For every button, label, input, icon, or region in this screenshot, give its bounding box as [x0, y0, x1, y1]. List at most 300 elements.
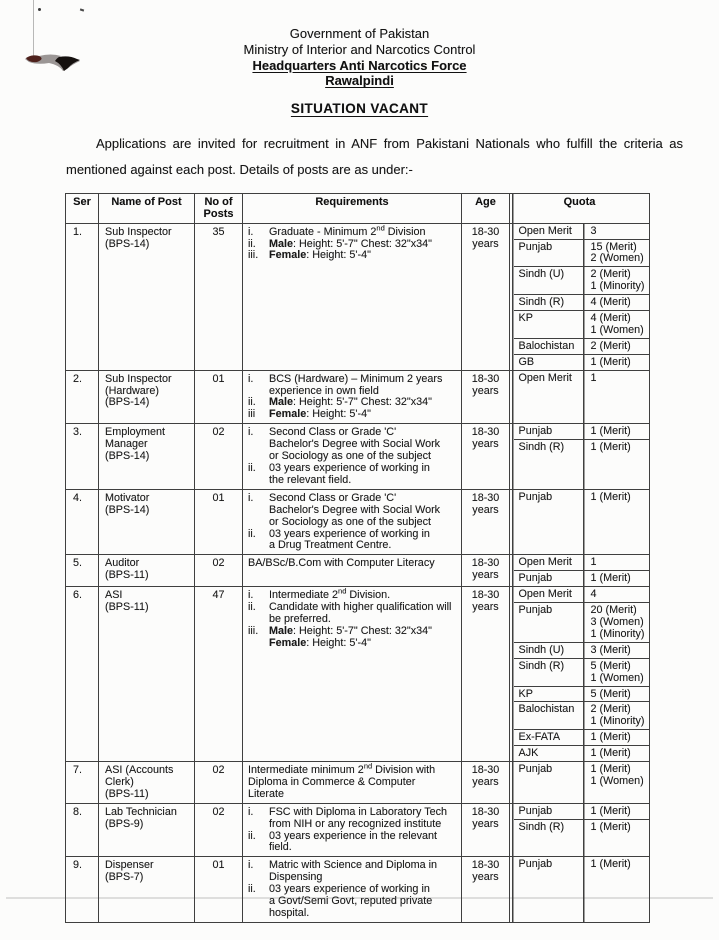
quota-value-line: 2 (Merit)	[590, 339, 631, 352]
age-cell	[462, 223, 510, 370]
requirement-line: hospital.	[269, 907, 310, 919]
requirement-item	[248, 374, 458, 398]
post-name-line: Sub Inspector	[105, 372, 172, 385]
quota-value-line: 3 (Women)	[590, 615, 644, 628]
quota-value	[585, 339, 650, 354]
quota-value-line: 1 (Merit)	[590, 355, 631, 368]
age-cell	[462, 857, 510, 923]
post-name-line: Sub Inspector	[105, 225, 172, 238]
quota-value-line: 3 (Merit)	[590, 643, 631, 656]
no-of-posts-cell: 01	[195, 370, 243, 424]
no-of-posts-cell: 47	[195, 587, 243, 762]
requirements-cell	[243, 587, 462, 762]
requirement-line: 03 years experience of working in	[269, 527, 430, 540]
age-cell	[462, 555, 510, 587]
quota-row	[514, 804, 650, 820]
requirement-line: field.	[269, 841, 292, 854]
age-line: 18-30	[471, 805, 500, 818]
age-line: years	[472, 775, 499, 788]
age-cell	[462, 489, 510, 555]
quota-row	[514, 571, 650, 586]
post-name-line: Clerk)	[105, 775, 134, 788]
quota-region: Punjab	[518, 763, 553, 776]
post-name-cell	[99, 223, 195, 370]
requirement-item	[248, 409, 458, 421]
quota-row	[514, 355, 650, 370]
table-row	[66, 370, 650, 424]
quota-row	[514, 702, 650, 730]
post-name-line: Motivator	[105, 491, 150, 504]
age-line: years	[472, 601, 499, 614]
requirement-line: 03 years experience of working in	[269, 462, 430, 474]
requirement-line: Bachelor's Degree with Social Work	[269, 438, 441, 451]
requirement-line: 03 years experience of working in	[269, 883, 430, 896]
quota-value-line: 3	[590, 224, 597, 237]
requirement-text	[269, 626, 458, 650]
quota-value-line: 1 (Women)	[590, 323, 644, 336]
quota-region: Punjab	[518, 240, 553, 253]
quota-value-line: 15 (Merit)	[590, 240, 637, 253]
quota-value-line: 20 (Merit)	[590, 604, 637, 617]
requirement-numeral: ii.	[248, 396, 256, 409]
requirement-numeral: i.	[248, 589, 254, 602]
col-header-name-of-post: Name of Post	[99, 194, 195, 223]
requirement-numeral: i.	[248, 805, 254, 818]
quota-value-line: 5 (Merit)	[590, 659, 631, 672]
age-line: 18-30	[471, 491, 500, 504]
post-name-cell	[99, 555, 195, 587]
age-line: years	[472, 384, 499, 397]
requirements-cell	[243, 762, 462, 804]
post-name-cell	[99, 489, 195, 555]
quota-value-line: 4 (Merit)	[590, 312, 631, 325]
table-row	[66, 762, 650, 804]
requirement-line: Dispensing	[269, 871, 323, 884]
quota-region: KP	[518, 312, 533, 325]
quota-value-line: 5 (Merit)	[590, 687, 631, 700]
requirement-line: Female: Height: 5'-4"	[269, 249, 371, 262]
notice-title: SITUATION VACANT	[290, 101, 429, 117]
quota-row	[514, 490, 650, 505]
post-name-line: Lab Technician	[105, 805, 177, 818]
quota-value-line: 2 (Women)	[590, 252, 644, 265]
post-name-line: Manager	[105, 438, 148, 451]
ser-cell: 7.	[66, 762, 99, 804]
quota-value-line: 1 (Merit)	[590, 858, 631, 871]
requirement-line: Intermediate 2nd Division.	[269, 586, 391, 602]
age-line: years	[472, 871, 499, 884]
ser-cell: 5.	[66, 555, 99, 587]
requirement-line: Graduate - Minimum 2nd Division	[269, 223, 426, 238]
col-header-age: Age	[462, 194, 510, 223]
requirement-text	[269, 409, 458, 421]
quota-value	[585, 603, 650, 642]
quota-region: Punjab	[518, 425, 553, 438]
post-name-line: (BPS-14)	[105, 450, 150, 463]
quota-value-line: 1	[590, 556, 597, 569]
post-name-cell	[99, 424, 195, 490]
post-name-line: Dispenser	[105, 859, 154, 872]
quota-value	[585, 730, 650, 745]
col-header-requirements: Requirements	[243, 194, 462, 223]
requirement-numeral: i.	[248, 225, 254, 238]
requirement-text	[269, 807, 458, 831]
post-name-line: (BPS-11)	[105, 569, 149, 582]
requirement-item	[248, 250, 458, 262]
col-header-ser: Ser	[66, 194, 99, 223]
quota-row	[514, 820, 650, 835]
quota-value	[585, 240, 650, 267]
no-of-posts-cell: 01	[195, 857, 243, 923]
quota-value	[585, 440, 650, 455]
requirement-line: FSC with Diploma in Laboratory Tech	[269, 805, 448, 818]
table-row	[66, 424, 650, 490]
quota-value	[585, 295, 650, 310]
quota-cell	[510, 857, 650, 923]
requirements-cell	[243, 370, 462, 424]
quota-region: Open Merit	[518, 588, 572, 601]
requirement-line: Second Class or Grade 'C'	[269, 426, 397, 439]
quota-value-line: 1 (Merit)	[590, 804, 631, 817]
post-name-cell	[99, 857, 195, 923]
requirement-line: Male: Height: 5'-7" Chest: 32"x34"	[269, 237, 433, 250]
quota-value	[585, 762, 650, 789]
quota-region: Ex-FATA	[518, 731, 561, 744]
quota-row	[514, 659, 650, 687]
requirement-item	[248, 807, 458, 831]
quota-row	[514, 424, 650, 440]
requirement-line: Male: Height: 5'-7" Chest: 32"x34"	[269, 396, 433, 409]
requirement-item	[248, 831, 458, 855]
quota-region: Balochistan	[518, 339, 575, 352]
requirement-text	[269, 884, 458, 920]
requirement-line: Male: Height: 5'-7" Chest: 32"x34"	[269, 624, 433, 637]
quota-row	[514, 224, 650, 240]
age-line: 18-30	[471, 859, 500, 872]
quota-value-line: 1 (Minority)	[590, 715, 645, 728]
requirement-item	[248, 463, 458, 487]
quota-value	[585, 587, 650, 602]
age-cell	[462, 587, 510, 762]
requirement-item	[248, 884, 458, 920]
requirement-numeral: iii.	[248, 624, 259, 637]
requirement-item	[248, 558, 458, 570]
requirements-cell	[243, 223, 462, 370]
ser-cell: 6.	[66, 587, 99, 762]
quota-cell	[510, 587, 650, 762]
age-cell	[462, 370, 510, 424]
table-header	[66, 194, 650, 223]
quota-row	[514, 295, 650, 311]
quota-region: Sindh (U)	[518, 643, 565, 656]
requirement-line: 03 years experience in the relevant	[269, 829, 438, 842]
requirement-numeral: iii.	[248, 249, 259, 262]
quota-cell	[510, 762, 650, 804]
quota-row	[514, 311, 650, 339]
requirement-line: BA/BSc/B.Com with Computer Literacy	[248, 557, 435, 570]
quota-value	[585, 746, 650, 761]
table-row	[66, 803, 650, 857]
requirement-line: Literate	[248, 787, 285, 800]
age-cell	[462, 803, 510, 857]
requirement-text	[269, 427, 458, 463]
age-cell	[462, 424, 510, 490]
quota-row	[514, 687, 650, 703]
post-name-line: (BPS-14)	[105, 396, 150, 409]
requirement-line: Matric with Science and Diploma in	[269, 859, 438, 872]
quota-value	[585, 371, 650, 386]
quota-region: Punjab	[518, 858, 553, 871]
requirement-text	[269, 463, 458, 487]
quota-value	[585, 643, 650, 658]
requirement-text	[248, 761, 458, 801]
requirement-numeral: i.	[248, 859, 254, 872]
quota-value	[585, 490, 650, 505]
quota-value	[585, 311, 650, 338]
quota-value-line: 1 (Merit)	[590, 820, 631, 833]
quota-value	[585, 571, 650, 586]
requirement-line: Female: Height: 5'-4"	[269, 636, 371, 649]
post-name-line: (BPS-11)	[105, 787, 149, 800]
quota-value	[585, 857, 650, 872]
quota-row	[514, 371, 650, 386]
requirements-cell	[243, 857, 462, 923]
quota-value	[585, 687, 650, 702]
requirement-item	[248, 602, 458, 626]
requirement-item	[248, 427, 458, 463]
post-name-cell	[99, 803, 195, 857]
requirements-cell	[243, 489, 462, 555]
requirement-line: Female: Height: 5'-4"	[269, 408, 371, 421]
requirement-numeral: i.	[248, 372, 254, 385]
post-name-line: (BPS-14)	[105, 237, 150, 250]
quota-row	[514, 440, 650, 455]
quota-row	[514, 240, 650, 268]
quota-value-line: 1 (Merit)	[590, 425, 631, 438]
requirements-cell	[243, 424, 462, 490]
quota-row	[514, 746, 650, 761]
quota-value-line: 1 (Merit)	[590, 490, 631, 503]
requirement-item	[248, 493, 458, 529]
quota-row	[514, 267, 650, 295]
no-of-posts-cell: 35	[195, 223, 243, 370]
requirement-text	[269, 860, 458, 884]
requirement-text	[248, 558, 458, 570]
table-row	[66, 587, 650, 762]
quota-value	[585, 702, 650, 729]
requirement-numeral: i.	[248, 426, 254, 439]
requirement-item	[248, 626, 458, 650]
age-line: years	[472, 503, 499, 516]
posts-table	[65, 193, 650, 923]
department-line: Headquarters Anti Narcotics Force	[252, 57, 467, 73]
requirement-numeral: ii.	[248, 462, 256, 474]
quota-region: Punjab	[518, 804, 553, 817]
requirement-line: Second Class or Grade 'C'	[269, 491, 397, 504]
requirement-numeral: ii.	[248, 237, 256, 250]
quota-value	[585, 355, 650, 370]
quota-value-line: 1 (Women)	[590, 671, 644, 684]
quota-cell	[510, 803, 650, 857]
table-row	[66, 555, 650, 587]
table-body	[66, 223, 650, 922]
ink-smudge	[24, 46, 82, 73]
quota-cell	[510, 555, 650, 587]
quota-value-line: 1 (Merit)	[590, 747, 631, 760]
requirement-text	[269, 223, 458, 239]
ser-cell: 1.	[66, 223, 99, 370]
no-of-posts-cell: 02	[195, 762, 243, 804]
quota-cell	[510, 223, 650, 370]
ser-cell: 4.	[66, 489, 99, 555]
age-line: 18-30	[471, 426, 500, 439]
quota-row	[514, 603, 650, 643]
age-line: years	[472, 237, 499, 250]
age-line: 18-30	[471, 764, 500, 777]
age-line: 18-30	[471, 557, 500, 570]
scan-artifact-bottom-line	[6, 897, 713, 899]
requirement-line: Bachelor's Degree with Social Work	[269, 503, 441, 516]
post-name-cell	[99, 762, 195, 804]
ser-cell: 8.	[66, 803, 99, 857]
quota-value	[585, 424, 650, 439]
quota-region: Sindh (R)	[518, 659, 565, 672]
age-line: 18-30	[471, 589, 500, 602]
requirement-text	[269, 493, 458, 529]
requirement-text	[269, 374, 458, 398]
col-header-quota: Quota	[510, 194, 650, 223]
ser-cell: 3.	[66, 424, 99, 490]
quota-region: Sindh (R)	[518, 296, 565, 309]
table-header-row	[66, 194, 650, 223]
requirement-line: be preferred.	[269, 612, 331, 625]
post-name-line: ASI	[105, 589, 123, 602]
quota-value	[585, 804, 650, 819]
post-name-cell	[99, 587, 195, 762]
quota-cell	[510, 424, 650, 490]
quota-value-line: 1 (Minority)	[590, 627, 645, 640]
quota-region: Sindh (U)	[518, 268, 565, 281]
quota-cell	[510, 489, 650, 555]
quota-row	[514, 587, 650, 603]
ser-cell: 2.	[66, 370, 99, 424]
table-row	[66, 223, 650, 370]
post-name-line: (Hardware)	[105, 384, 159, 397]
quota-value-line: 1 (Women)	[590, 774, 644, 787]
post-name-cell	[99, 370, 195, 424]
quota-region: Sindh (R)	[518, 441, 565, 454]
quota-region: AJK	[518, 747, 539, 760]
table-row	[66, 489, 650, 555]
requirement-numeral: iii	[248, 408, 256, 421]
quota-row	[514, 339, 650, 355]
quota-region: Open Merit	[518, 371, 572, 384]
quota-region: Balochistan	[518, 703, 575, 716]
post-name-line: Auditor	[105, 557, 140, 570]
requirement-line: or Sociology as one of the subject	[269, 515, 432, 528]
city-line: Rawalpindi	[325, 73, 394, 89]
requirement-line: Diploma in Commerce & Computer	[248, 775, 416, 788]
requirement-item	[248, 529, 458, 553]
requirement-item	[248, 761, 458, 801]
quota-value-line: 1 (Minority)	[590, 280, 645, 293]
requirement-line: the relevant field.	[269, 473, 352, 486]
quota-region: Open Merit	[518, 224, 572, 237]
quota-row	[514, 643, 650, 659]
quota-value	[585, 555, 650, 570]
quota-value-line: 1	[590, 371, 597, 384]
requirement-text	[269, 529, 458, 553]
quota-region: KP	[518, 687, 533, 700]
requirement-line: Intermediate minimum 2nd Division with	[248, 761, 436, 777]
quota-value	[585, 820, 650, 835]
requirement-text	[269, 250, 458, 262]
quota-value-line: 2 (Merit)	[590, 268, 631, 281]
col-header-no-of-posts: No of Posts	[195, 194, 243, 223]
post-name-line: (BPS-14)	[105, 503, 150, 516]
scan-artifact-dot	[38, 8, 41, 11]
age-line: 18-30	[471, 225, 500, 238]
quota-value-line: 1 (Merit)	[590, 441, 631, 454]
requirement-line: Candidate with higher qualification will	[269, 601, 452, 614]
requirement-line: a Govt/Semi Govt, reputed private	[269, 895, 433, 908]
requirement-numeral: ii.	[248, 527, 256, 540]
quota-cell	[510, 370, 650, 424]
government-line: Government of Pakistan	[289, 26, 430, 41]
age-line: years	[472, 817, 499, 830]
quota-row	[514, 730, 650, 746]
requirement-numeral: ii.	[248, 883, 256, 896]
quota-value-line: 4	[590, 588, 597, 601]
requirements-cell	[243, 803, 462, 857]
quota-row	[514, 555, 650, 571]
requirement-item	[248, 860, 458, 884]
quota-value-line: 1 (Merit)	[590, 731, 631, 744]
document-header	[0, 0, 719, 116]
quota-row	[514, 762, 650, 789]
requirement-line: from NIH or any recognized institute	[269, 817, 442, 830]
post-name-line: Employment	[105, 426, 166, 439]
requirement-text	[269, 831, 458, 855]
quota-region: Punjab	[518, 604, 553, 617]
table-row	[66, 857, 650, 923]
quota-region: Punjab	[518, 572, 553, 585]
requirement-numeral: ii.	[248, 829, 256, 842]
post-name-line: (BPS-9)	[105, 817, 144, 830]
requirement-line: BCS (Hardware) – Minimum 2 years	[269, 372, 443, 385]
post-name-line: (BPS-11)	[105, 601, 149, 614]
quota-value-line: 2 (Merit)	[590, 703, 631, 716]
requirement-line: experience in own field	[269, 384, 379, 397]
requirement-numeral: i.	[248, 491, 254, 504]
intro-paragraph: Applications are invited for recruitment in ANF from Pakistani Nationals who fulfill the criteria as mentioned against each post. Details of posts are as under:-	[66, 136, 683, 178]
quota-region: Open Merit	[518, 556, 572, 569]
requirements-cell	[243, 555, 462, 587]
quota-region: Punjab	[518, 490, 553, 503]
post-name-line: ASI (Accounts	[105, 764, 174, 777]
ser-cell: 9.	[66, 857, 99, 923]
no-of-posts-cell: 02	[195, 424, 243, 490]
quota-value-line: 4 (Merit)	[590, 296, 631, 309]
age-cell	[462, 762, 510, 804]
no-of-posts-cell: 01	[195, 489, 243, 555]
requirement-line: a Drug Treatment Centre.	[269, 539, 392, 552]
requirement-text	[269, 602, 458, 626]
no-of-posts-cell: 02	[195, 803, 243, 857]
age-line: years	[472, 438, 499, 451]
requirement-numeral: ii.	[248, 601, 256, 614]
quota-value	[585, 224, 650, 239]
